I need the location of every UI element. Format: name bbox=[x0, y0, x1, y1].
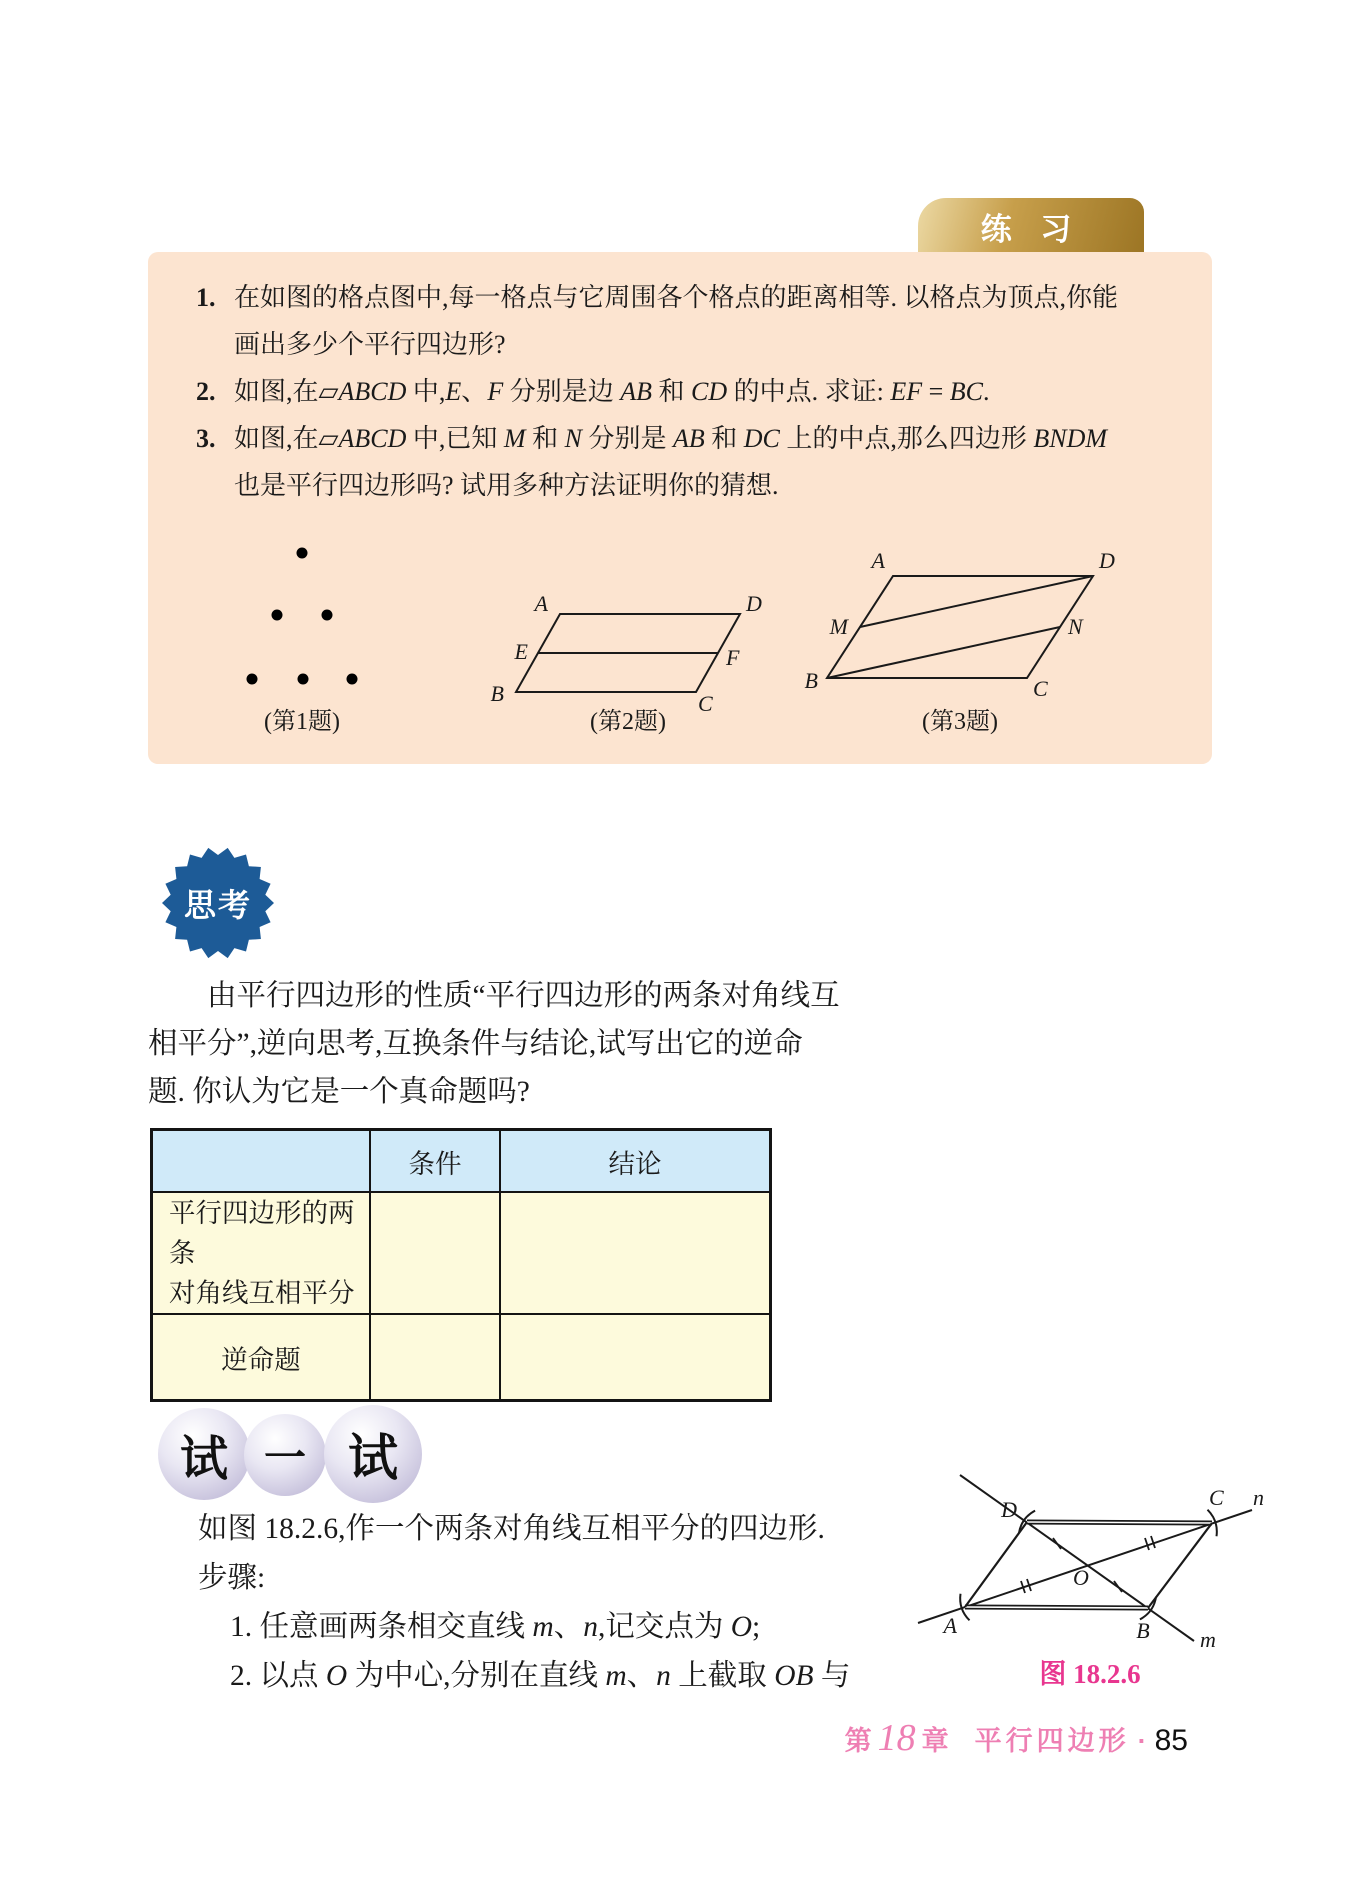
try-badge-circle-2: 一 bbox=[244, 1414, 326, 1496]
inverse-proposition-table bbox=[150, 1128, 772, 1402]
grid-dot bbox=[347, 674, 358, 685]
tick-mark-od bbox=[1053, 1538, 1061, 1549]
try-text-line: 1. 任意画两条相交直线 m、n,记交点为 O; bbox=[230, 1611, 761, 1643]
row-label-line: 对角线互相平分 bbox=[169, 1278, 355, 1308]
vertex-label-a: A bbox=[534, 595, 548, 616]
table-header-conclusion: 结论 bbox=[500, 1130, 771, 1193]
paragraph-line: 相平分”,逆向思考,互换条件与结论,试写出它的逆命 bbox=[148, 1028, 803, 1060]
dot-grid-figure bbox=[235, 535, 375, 695]
grid-dot bbox=[297, 548, 308, 559]
vertex-label-f: F bbox=[726, 645, 740, 670]
vertex-label-e: E bbox=[514, 639, 528, 664]
row-label-line: 平行四边形的两条 bbox=[169, 1198, 355, 1268]
item-text-line: 如图,在▱ABCD 中,已知 M 和 N 分别是 AB 和 DC 上的中点,那么四边形 BNDM bbox=[234, 424, 1108, 453]
line-label-m: m bbox=[1200, 1627, 1216, 1652]
grid-dot bbox=[272, 610, 283, 621]
row-label: 逆命题 bbox=[152, 1314, 371, 1401]
vertex-label-d: D bbox=[1001, 1497, 1017, 1522]
chapter-prefix: 第 bbox=[844, 1726, 872, 1756]
segment-bn bbox=[827, 627, 1060, 678]
chapter-title: 平行四边形 bbox=[974, 1726, 1130, 1756]
line-label-n: n bbox=[1253, 1485, 1264, 1510]
construction-figure bbox=[895, 1455, 1285, 1665]
chapter-suffix: 章 bbox=[921, 1726, 949, 1756]
figure3-caption: (第3题) bbox=[922, 709, 998, 735]
parallelogram-mn-figure bbox=[780, 550, 1120, 710]
separator-dot: · bbox=[1137, 1726, 1147, 1756]
exercise-item-list bbox=[196, 274, 1186, 509]
vertex-label-n: N bbox=[1068, 614, 1083, 639]
point-label-o: O bbox=[1073, 1565, 1089, 1590]
figure1-caption: (第1题) bbox=[264, 709, 340, 735]
segment-md bbox=[860, 576, 1093, 627]
construction-figure-caption: 图 18.2.6 bbox=[1039, 1659, 1141, 1689]
think-paragraph bbox=[148, 972, 908, 1116]
chapter-number: 18 bbox=[877, 1717, 916, 1759]
item-text-line: 在如图的格点图中,每一格点与它周围各个格点的距离相等. 以格点为顶点,你能 bbox=[234, 283, 1119, 312]
side-ab-inner bbox=[965, 1607, 1148, 1608]
conclusion-cell-empty bbox=[500, 1314, 771, 1401]
try-text-line: 步骤: bbox=[198, 1562, 266, 1594]
table-header-empty bbox=[152, 1130, 371, 1193]
vertex-label-a: A bbox=[871, 550, 885, 573]
vertex-label-m: M bbox=[829, 614, 848, 639]
vertex-label-b: B bbox=[490, 681, 504, 706]
paragraph-line: 由平行四边形的性质“平行四边形的两条对角线互 bbox=[207, 980, 840, 1012]
item-number: 3. bbox=[196, 424, 216, 453]
vertex-label-c: C bbox=[698, 691, 713, 716]
item-text-line: 也是平行四边形吗? 试用多种方法证明你的猜想. bbox=[234, 471, 779, 500]
paragraph-line: 题. 你认为它是一个真命题吗? bbox=[148, 1076, 530, 1108]
vertex-label-c: C bbox=[1033, 676, 1048, 701]
figure2-caption: (第2题) bbox=[590, 709, 666, 735]
exercise-item-1 bbox=[196, 274, 1186, 368]
exercise-item-2 bbox=[196, 368, 1186, 415]
table-row-property bbox=[152, 1192, 771, 1314]
page-footer bbox=[845, 1716, 1188, 1760]
side-ad bbox=[965, 1522, 1027, 1607]
condition-cell-empty bbox=[370, 1192, 500, 1314]
vertex-label-c: C bbox=[1209, 1485, 1224, 1510]
try-section-text bbox=[148, 1505, 928, 1701]
try-badge-circle-1: 试 bbox=[158, 1408, 250, 1500]
try-text-line: 2. 以点 O 为中心,分别在直线 m、n 上截取 OB 与 bbox=[230, 1660, 851, 1692]
item-text-line: 如图,在▱ABCD 中,E、F 分别是边 AB 和 CD 的中点. 求证: EF = BC. bbox=[234, 377, 990, 406]
table-header-condition: 条件 bbox=[370, 1130, 500, 1193]
table-row-inverse bbox=[152, 1314, 771, 1401]
exercise-section-tab: 练 习 bbox=[918, 198, 1144, 254]
parallelogram-outline bbox=[827, 576, 1093, 678]
side-bc bbox=[1148, 1523, 1212, 1608]
vertex-label-a: A bbox=[943, 1613, 957, 1638]
try-text-line: 如图 18.2.6,作一个两条对角线互相平分的四边形. bbox=[198, 1513, 825, 1545]
row-label bbox=[152, 1192, 371, 1314]
item-number: 1. bbox=[196, 283, 216, 312]
page-number: 85 bbox=[1154, 1724, 1188, 1757]
item-text-line: 画出多少个平行四边形? bbox=[234, 330, 506, 359]
try-badge-circle-3: 试 bbox=[324, 1405, 422, 1503]
think-badge bbox=[160, 845, 276, 961]
item-number: 2. bbox=[196, 377, 216, 406]
line-m bbox=[960, 1475, 1194, 1641]
condition-cell-empty bbox=[370, 1314, 500, 1401]
conclusion-cell-empty bbox=[500, 1192, 771, 1314]
grid-dot bbox=[322, 610, 333, 621]
vertex-label-b: B bbox=[1136, 1618, 1150, 1643]
exercise-item-3 bbox=[196, 415, 1186, 509]
think-badge-label: 思考 bbox=[183, 887, 252, 923]
grid-dot bbox=[247, 674, 258, 685]
vertex-label-b: B bbox=[804, 668, 818, 693]
tick-mark-ob bbox=[1114, 1581, 1122, 1592]
vertex-label-d: D bbox=[1099, 550, 1115, 573]
grid-dot bbox=[298, 674, 309, 685]
side-dc-inner bbox=[1027, 1522, 1212, 1523]
vertex-label-d: D bbox=[746, 595, 762, 616]
table-header-row bbox=[152, 1130, 771, 1193]
